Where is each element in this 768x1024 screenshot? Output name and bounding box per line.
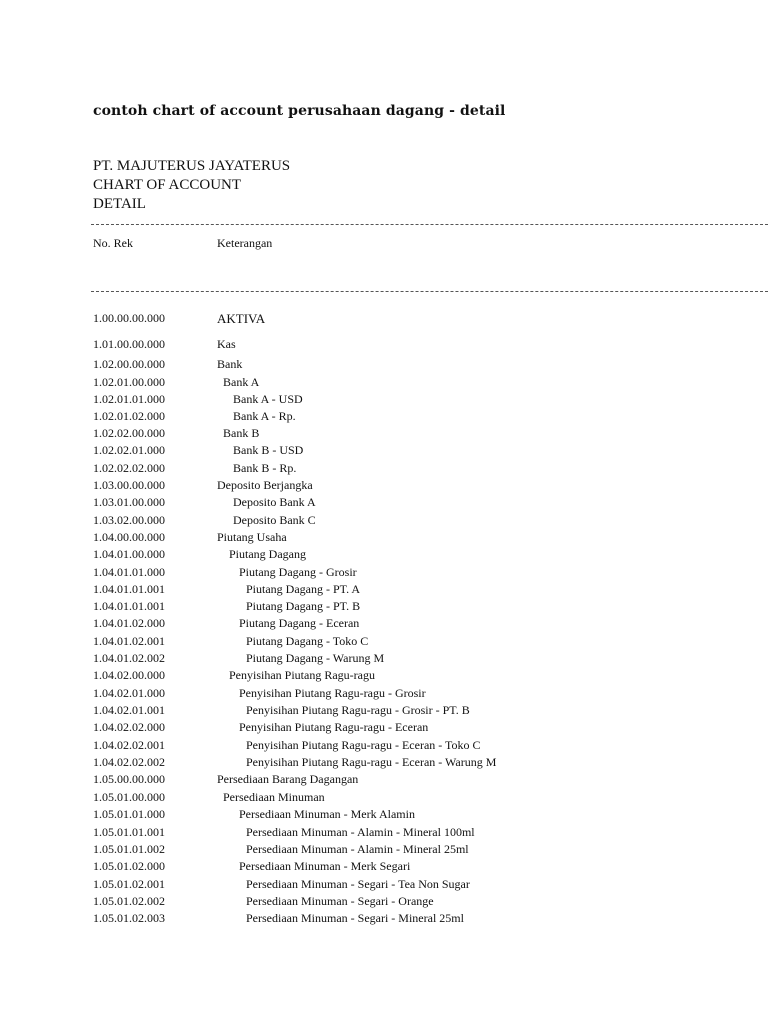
account-row <box>0 686 768 703</box>
account-number: 1.04.02.01.000 <box>93 686 165 700</box>
account-number: 1.05.01.01.001 <box>93 825 165 839</box>
account-number: 1.02.01.01.000 <box>93 392 165 406</box>
account-number: 1.04.01.01.001 <box>93 582 165 596</box>
report-subtitle: DETAIL <box>93 196 146 212</box>
account-number: 1.02.02.02.000 <box>93 461 165 475</box>
account-description: Penyisihan Piutang Ragu-ragu - Eceran - Warung M <box>246 755 497 769</box>
account-row <box>0 772 768 789</box>
account-number: 1.05.00.00.000 <box>93 772 165 786</box>
account-description: Bank A <box>223 375 260 389</box>
account-row <box>0 651 768 668</box>
account-description: Penyisihan Piutang Ragu-ragu - Grosir - PT. B <box>246 703 470 717</box>
company-header <box>93 157 290 214</box>
account-description: Deposito Berjangka <box>217 478 313 492</box>
account-number: 1.04.00.00.000 <box>93 530 165 544</box>
account-number: 1.04.02.01.001 <box>93 703 165 717</box>
account-row <box>0 894 768 911</box>
account-description: Piutang Dagang - Grosir <box>239 565 357 579</box>
account-row <box>0 703 768 720</box>
account-number: 1.05.01.01.002 <box>93 842 165 856</box>
account-row <box>0 495 768 512</box>
account-description: Bank B <box>223 426 260 440</box>
column-header-description: Keterangan <box>217 236 273 250</box>
column-header-account-number: No. Rek <box>93 236 133 250</box>
account-number: 1.02.01.02.000 <box>93 409 165 423</box>
account-description: Persediaan Minuman - Segari - Orange <box>246 894 434 908</box>
account-row <box>0 461 768 478</box>
account-description: Persediaan Minuman - Merk Segari <box>239 859 411 873</box>
account-description: Piutang Dagang - PT. B <box>246 599 361 613</box>
account-row <box>0 357 768 374</box>
account-number: 1.00.00.00.000 <box>93 311 165 325</box>
account-number: 1.04.01.02.001 <box>93 634 165 648</box>
account-number: 1.05.01.02.000 <box>93 859 165 873</box>
account-number: 1.04.01.02.002 <box>93 651 165 665</box>
account-row <box>0 547 768 564</box>
company-name: PT. MAJUTERUS JAYATERUS <box>93 158 291 174</box>
account-number: 1.04.02.02.000 <box>93 720 165 734</box>
account-number: 1.03.02.00.000 <box>93 513 165 527</box>
account-row <box>0 599 768 616</box>
account-row <box>0 392 768 409</box>
account-description: Kas <box>217 337 236 351</box>
account-row <box>0 409 768 426</box>
account-row <box>0 720 768 737</box>
account-description: Deposito Bank A <box>233 495 316 509</box>
account-row <box>0 311 768 328</box>
account-number: 1.05.01.01.000 <box>93 807 165 821</box>
account-row <box>0 530 768 547</box>
account-description: AKTIVA <box>217 311 266 326</box>
account-description: Bank A - USD <box>233 392 303 406</box>
account-description: Persediaan Minuman - Alamin - Mineral 100ml <box>246 825 475 839</box>
account-row <box>0 478 768 495</box>
account-number: 1.03.01.00.000 <box>93 495 165 509</box>
account-row <box>0 807 768 824</box>
account-number: 1.04.02.02.001 <box>93 738 165 752</box>
account-description: Bank B - Rp. <box>233 461 297 475</box>
account-row <box>0 634 768 651</box>
account-row <box>0 911 768 928</box>
account-description: Piutang Dagang - Toko C <box>246 634 369 648</box>
document-title: contoh chart of account perusahaan dagang - detail <box>93 103 506 119</box>
account-description: Penyisihan Piutang Ragu-ragu <box>229 668 375 682</box>
account-description: Persediaan Minuman - Merk Alamin <box>239 807 415 821</box>
account-description: Bank B - USD <box>233 443 304 457</box>
account-number: 1.05.01.00.000 <box>93 790 165 804</box>
account-description: Persediaan Minuman - Segari - Tea Non Sugar <box>246 877 470 891</box>
account-number: 1.05.01.02.001 <box>93 877 165 891</box>
account-row <box>0 842 768 859</box>
account-row <box>0 582 768 599</box>
account-description: Bank <box>217 357 243 371</box>
account-description: Penyisihan Piutang Ragu-ragu - Eceran - Toko C <box>246 738 481 752</box>
account-description: Piutang Dagang - PT. A <box>246 582 361 596</box>
account-number: 1.05.01.02.002 <box>93 894 165 908</box>
account-description: Deposito Bank C <box>233 513 316 527</box>
account-row <box>0 375 768 392</box>
account-row <box>0 668 768 685</box>
account-description: Bank A - Rp. <box>233 409 296 423</box>
account-description: Persediaan Minuman - Alamin - Mineral 25ml <box>246 842 469 856</box>
account-row <box>0 426 768 443</box>
account-description: Piutang Dagang - Eceran <box>239 616 360 630</box>
account-number: 1.05.01.02.003 <box>93 911 165 925</box>
account-number: 1.02.00.00.000 <box>93 357 165 371</box>
account-row <box>0 616 768 633</box>
account-number: 1.01.00.00.000 <box>93 337 165 351</box>
account-row <box>0 513 768 530</box>
account-row <box>0 825 768 842</box>
divider-line-top <box>91 224 768 225</box>
account-number: 1.04.02.00.000 <box>93 668 165 682</box>
account-description: Persediaan Minuman <box>223 790 325 804</box>
report-title: CHART OF ACCOUNT <box>93 177 242 193</box>
account-description: Piutang Usaha <box>217 530 287 544</box>
account-row <box>0 859 768 876</box>
account-row <box>0 443 768 460</box>
account-description: Persediaan Barang Dagangan <box>217 772 359 786</box>
account-row <box>0 337 768 354</box>
account-number: 1.04.01.00.000 <box>93 547 165 561</box>
account-description: Penyisihan Piutang Ragu-ragu - Grosir <box>239 686 426 700</box>
account-number: 1.02.02.00.000 <box>93 426 165 440</box>
account-row <box>0 738 768 755</box>
account-description: Piutang Dagang <box>229 547 306 561</box>
account-row <box>0 877 768 894</box>
account-number: 1.04.01.02.000 <box>93 616 165 630</box>
account-row <box>0 790 768 807</box>
account-description: Piutang Dagang - Warung M <box>246 651 385 665</box>
account-row <box>0 755 768 772</box>
account-description: Persediaan Minuman - Segari - Mineral 25ml <box>246 911 464 925</box>
account-number: 1.04.01.01.001 <box>93 599 165 613</box>
account-row <box>0 565 768 582</box>
account-number: 1.04.02.02.002 <box>93 755 165 769</box>
account-description: Penyisihan Piutang Ragu-ragu - Eceran <box>239 720 429 734</box>
account-number: 1.04.01.01.000 <box>93 565 165 579</box>
account-number: 1.02.01.00.000 <box>93 375 165 389</box>
account-number: 1.02.02.01.000 <box>93 443 165 457</box>
account-number: 1.03.00.00.000 <box>93 478 165 492</box>
divider-line-bottom <box>91 291 768 292</box>
